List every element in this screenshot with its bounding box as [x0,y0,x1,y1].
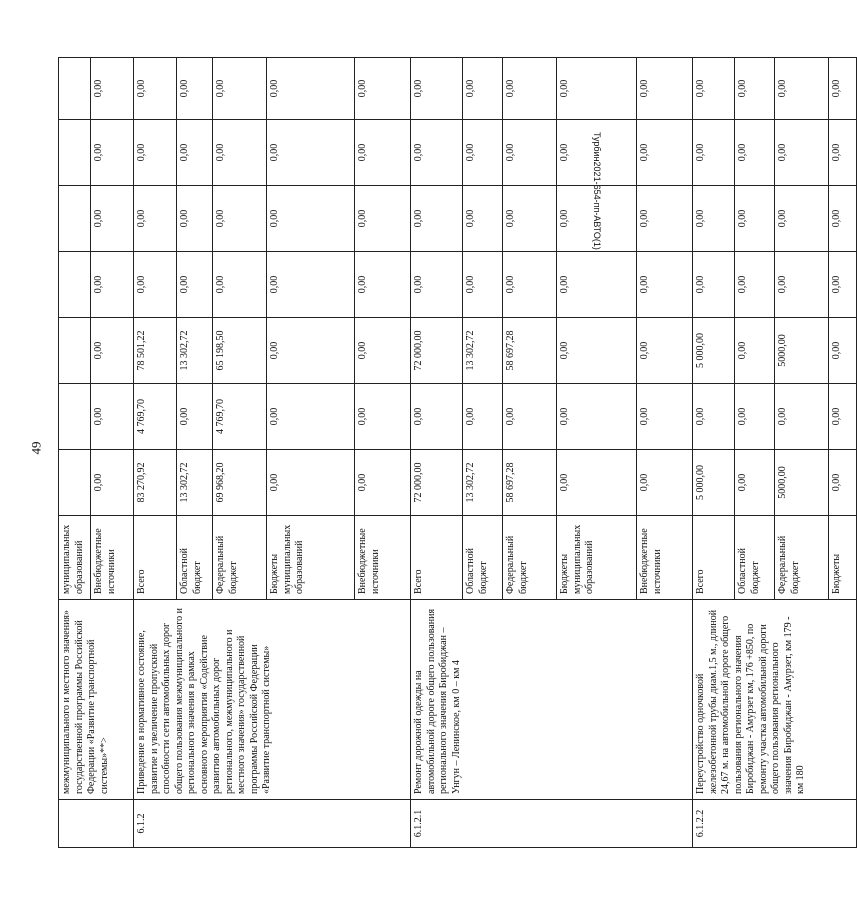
amount-cell: 13 302,72 [463,318,503,384]
amount-cell: 0,00 [557,318,637,384]
funding-source-cell: Всего [411,516,463,600]
amount-cell: 4 769,70 [134,384,177,450]
amount-cell [59,450,91,516]
amount-cell: 0,00 [775,186,829,252]
amount-cell: 0,00 [775,252,829,318]
amount-cell: 0,00 [829,450,857,516]
amount-cell: 0,00 [213,58,267,120]
amount-cell: 0,00 [267,58,355,120]
budget-table [58,57,857,848]
amount-cell: 0,00 [557,120,637,186]
amount-cell: 0,00 [355,384,411,450]
amount-cell: 72 000,00 [411,318,463,384]
amount-cell: 0,00 [735,252,775,318]
amount-cell: 0,00 [735,384,775,450]
amount-cell: 0,00 [267,450,355,516]
amount-cell: 0,00 [637,58,693,120]
amount-cell: 0,00 [463,58,503,120]
amount-cell [59,58,91,120]
amount-cell: 0,00 [693,186,735,252]
amount-cell: 0,00 [693,120,735,186]
table-row [134,58,177,848]
funding-source-cell: Бюджеты муниципальных образований [557,516,637,600]
funding-source-cell: Федеральный бюджет [213,516,267,600]
amount-cell: 0,00 [557,252,637,318]
amount-cell: 0,00 [134,58,177,120]
item-number-cell [59,800,134,848]
funding-source-cell: Внебюджетные источники [355,516,411,600]
amount-cell [59,186,91,252]
funding-source-cell: муниципальных образований [59,516,91,600]
amount-cell: 0,00 [503,58,557,120]
amount-cell: 0,00 [735,450,775,516]
amount-cell [59,318,91,384]
amount-cell: 0,00 [213,186,267,252]
amount-cell: 78 501,22 [134,318,177,384]
item-number-cell: 6.1.2 [134,800,411,848]
funding-source-cell: Бюджеты муниципальных образований [267,516,355,600]
amount-cell: 0,00 [134,252,177,318]
amount-cell: 13 302,72 [177,450,213,516]
amount-cell: 0,00 [637,450,693,516]
amount-cell: 72 000,00 [411,450,463,516]
amount-cell: 4 769,70 [213,384,267,450]
amount-cell: 0,00 [503,120,557,186]
document-code: Турбин2021-654-пп-АВТО(1) [592,132,602,250]
amount-cell: 0,00 [503,252,557,318]
amount-cell: 69 968,20 [213,450,267,516]
amount-cell: 0,00 [411,186,463,252]
amount-cell: 0,00 [829,252,857,318]
amount-cell: 0,00 [91,186,134,252]
amount-cell: 0,00 [829,318,857,384]
amount-cell: 13 302,72 [463,450,503,516]
amount-cell: 0,00 [829,186,857,252]
amount-cell: 0,00 [91,384,134,450]
amount-cell: 0,00 [463,186,503,252]
amount-cell: 0,00 [91,450,134,516]
amount-cell: 0,00 [557,384,637,450]
amount-cell: 0,00 [267,186,355,252]
item-description-cell: Приведение в нормативное состояние, развитие и увеличение пропускной способности сети автомобильных дорог общего пользования межмуниципального и регионального значения в рамках основного мероприятия «Содействие развитию автомобильных дорог регионального, межмуниципального и местного значения» государственной программы Российской Федерации «Развитие транспортной системы» [134,600,411,800]
amount-cell: 0,00 [557,186,637,252]
amount-cell: 0,00 [557,450,637,516]
amount-cell: 58 697,28 [503,318,557,384]
amount-cell: 0,00 [503,384,557,450]
amount-cell: 0,00 [693,384,735,450]
amount-cell: 0,00 [775,58,829,120]
amount-cell: 0,00 [267,252,355,318]
funding-source-cell: Областной бюджет [177,516,213,600]
amount-cell: 5 000,00 [693,318,735,384]
item-description-cell: межмуниципального и местного значения» государственной программы Российской Федерации «Развитие транспортной системы»**> [59,600,134,800]
amount-cell: 0,00 [411,58,463,120]
page-number: 49 [28,441,44,455]
amount-cell: 0,00 [637,318,693,384]
amount-cell: 65 198,50 [213,318,267,384]
amount-cell: 0,00 [735,120,775,186]
amount-cell: 0,00 [91,318,134,384]
amount-cell: 0,00 [775,120,829,186]
amount-cell: 0,00 [355,120,411,186]
amount-cell: 0,00 [355,318,411,384]
funding-source-cell: Федеральный бюджет [775,516,829,600]
amount-cell: 0,00 [91,58,134,120]
amount-cell: 83 270,92 [134,450,177,516]
amount-cell: 0,00 [355,186,411,252]
amount-cell: 0,00 [735,318,775,384]
amount-cell: 5 000,00 [693,450,735,516]
amount-cell: 0,00 [213,120,267,186]
amount-cell: 0,00 [637,252,693,318]
amount-cell: 0,00 [411,120,463,186]
item-description-cell: Переустройство одночковой железобетонной трубы диам.1,5 м., длиной 24,67 м. на автомобильной дороге общего пользования регионального значения Биробиджан - Амурзет км, 176 +850, по ремонту участка автомобильной дороги общего пользования регионального значения Биробиджан - Амурзет, км 179 - км 180 [693,600,857,800]
item-description-cell: Ремонт дорожной одежды на автомобильной дороге общего пользования регионального значения Биробиджан – Унгун – Ленинское, км 0 – км 4 [411,600,693,800]
amount-cell: 0,00 [463,120,503,186]
amount-cell: 0,00 [829,120,857,186]
amount-cell: 0,00 [775,384,829,450]
amount-cell: 0,00 [637,186,693,252]
amount-cell: 0,00 [134,120,177,186]
item-number-cell: 6.1.2.2 [693,800,857,848]
amount-cell: 0,00 [735,58,775,120]
table-row [693,58,735,848]
amount-cell: 0,00 [637,384,693,450]
amount-cell: 0,00 [557,58,637,120]
amount-cell: 0,00 [463,252,503,318]
amount-cell: 0,00 [267,384,355,450]
amount-cell: 0,00 [177,58,213,120]
amount-cell: 0,00 [693,252,735,318]
table-row [59,58,91,848]
amount-cell: 0,00 [463,384,503,450]
amount-cell: 0,00 [411,252,463,318]
funding-source-cell: Областной бюджет [463,516,503,600]
funding-source-cell: Всего [693,516,735,600]
amount-cell: 0,00 [177,120,213,186]
amount-cell: 0,00 [177,384,213,450]
table-row [411,58,463,848]
amount-cell: 0,00 [355,252,411,318]
amount-cell: 0,00 [213,252,267,318]
amount-cell: 0,00 [637,120,693,186]
amount-cell: 0,00 [829,58,857,120]
amount-cell: 0,00 [134,186,177,252]
funding-source-cell: Федеральный бюджет [503,516,557,600]
funding-source-cell: Бюджеты [829,516,857,600]
amount-cell: 5000,00 [775,318,829,384]
amount-cell: 0,00 [735,186,775,252]
amount-cell: 0,00 [355,450,411,516]
amount-cell [59,252,91,318]
amount-cell: 0,00 [267,120,355,186]
amount-cell: 13 302,72 [177,318,213,384]
amount-cell: 0,00 [177,252,213,318]
amount-cell: 0,00 [829,384,857,450]
funding-source-cell: Внебюджетные источники [91,516,134,600]
amount-cell: 0,00 [693,58,735,120]
funding-source-cell: Всего [134,516,177,600]
funding-source-cell: Внебюджетные источники [637,516,693,600]
amount-cell: 0,00 [503,186,557,252]
table-body [59,58,857,848]
amount-cell: 0,00 [91,252,134,318]
item-number-cell: 6.1.2.1 [411,800,693,848]
amount-cell: 0,00 [177,186,213,252]
amount-cell: 0,00 [355,58,411,120]
amount-cell: 0,00 [411,384,463,450]
amount-cell: 58 697,28 [503,450,557,516]
amount-cell: 5000,00 [775,450,829,516]
amount-cell [59,120,91,186]
funding-source-cell: Областной бюджет [735,516,775,600]
amount-cell [59,384,91,450]
amount-cell: 0,00 [91,120,134,186]
amount-cell: 0,00 [267,318,355,384]
